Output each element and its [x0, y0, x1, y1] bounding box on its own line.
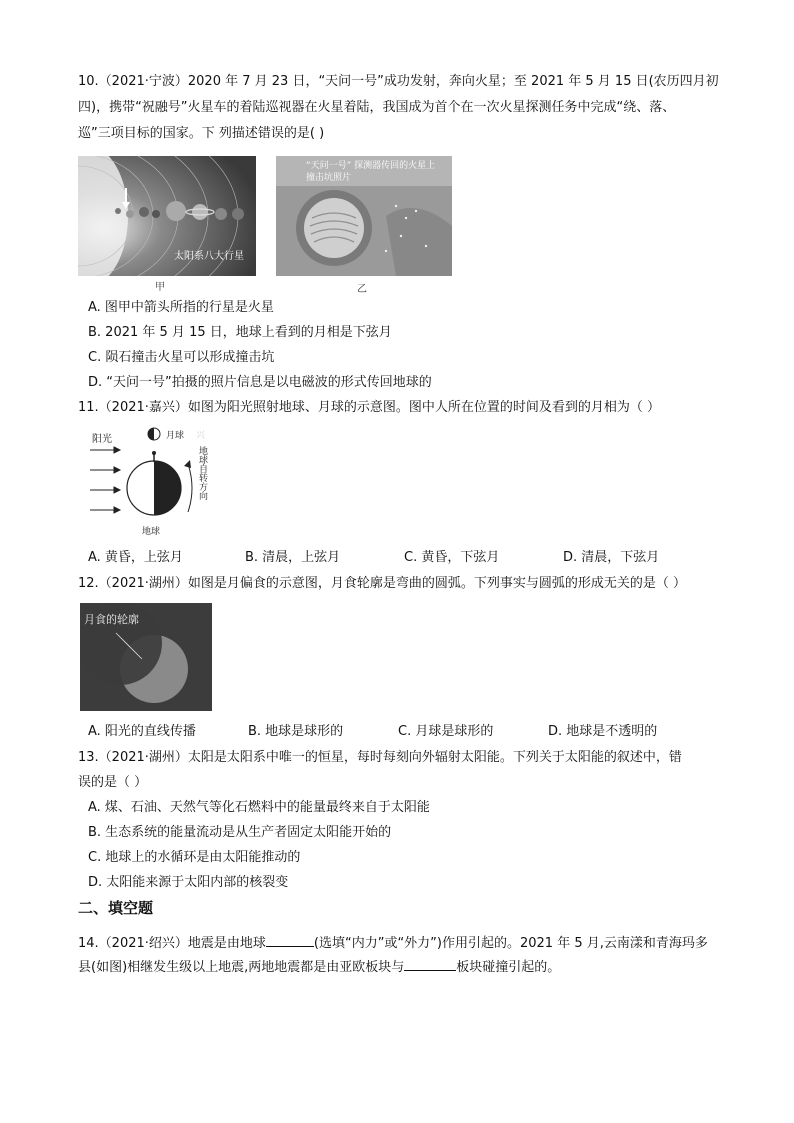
q12-option-c: C. 月球是球形的 [398, 724, 494, 739]
q12-stem: 12.（2021·湖州）如图是月偏食的示意图，月食轮廓是弯曲的圆弧。下列事实与圆弧的形成无关的是（ ） [78, 576, 687, 591]
q11-option-c: C. 黄昏，下弦月 [404, 550, 500, 565]
solar-system-label: 太阳系八大行星 [174, 251, 244, 262]
q14-blank-2[interactable] [404, 958, 456, 971]
q10-stem-line2: 四)，携带“祝融号”火星车的着陆巡视器在火星着陆，我国成为首个在一次火星探测任务中完成“绕、落、 [78, 100, 676, 115]
q12-option-d: D. 地球是不透明的 [548, 724, 658, 739]
q13-option-c: C. 地球上的水循环是由太阳能推动的 [88, 850, 301, 865]
q14-text-part4: 板块碰撞引起的。 [456, 960, 561, 975]
sun-earth-moon-diagram [78, 424, 218, 542]
earth-label: 地球 [142, 527, 161, 537]
q14-blank-1[interactable] [266, 934, 314, 947]
q10-option-d: D. “天问一号”拍摄的照片信息是以电磁波的形式传回地球的 [88, 375, 432, 390]
q14-text-part2: (选填“内力”或“外力”)作用引起的。2021 年 5 月,云南漾和青海玛多 [313, 936, 708, 951]
crater-label-line2: 撞击坑照片 [306, 173, 352, 183]
q11-stem: 11.（2021·嘉兴）如图为阳光照射地球、月球的示意图。图中人所在位置的时间及看到的月相为（ ） [78, 400, 661, 415]
q14-text-part1: 14.（2021·绍兴）地震是由地球 [78, 936, 266, 951]
sunlight-label: 阳光 [92, 434, 112, 445]
q13-option-d: D. 太阳能来源于太阳内部的核裂变 [88, 875, 289, 890]
mars-crater-image [276, 156, 452, 276]
moon-label: 月球 [166, 431, 185, 441]
q11-option-d: D. 清晨，下弦月 [563, 550, 660, 565]
watermark: 兴 [196, 431, 206, 441]
q11-option-b: B. 清晨，上弦月 [245, 550, 341, 565]
q14-text-part3: 县(如图)相继发生级以上地震,两地地震都是由亚欧板块与 [78, 960, 405, 975]
q13-option-a: A. 煤、石油、天然气等化石燃料中的能量最终来自于太阳能 [88, 800, 430, 815]
crater-label-line1: “天问一号” 探测器传回的火星上 [306, 161, 436, 171]
q11-option-a: A. 黄昏，上弦月 [88, 550, 183, 565]
q13-stem-line1: 13.（2021·湖州）太阳是太阳系中唯一的恒星，每时每刻向外辐射太阳能。下列关于太阳能的叙述中，错 [78, 750, 682, 765]
solar-system-image [78, 156, 256, 276]
figure-caption-yi: 乙 [357, 284, 367, 295]
q14-line2 [78, 958, 728, 978]
q12-option-b: B. 地球是球形的 [248, 724, 344, 739]
rotation-label: 地球自转方向 [197, 446, 207, 500]
q14-line1 [78, 934, 728, 954]
q10-option-c: C. 陨石撞击火星可以形成撞击坑 [88, 350, 275, 365]
q13-stem-line2: 误的是（ ） [78, 775, 148, 790]
q10-stem-line1: 10.（2021·宁波）2020 年 7 月 23 日，“天问一号”成功发射，奔向火星；至 2021 年 5 月 15 日(农历四月初 [78, 74, 719, 89]
lunar-eclipse-image [80, 603, 212, 711]
q10-option-a: A. 图甲中箭头所指的行星是火星 [88, 300, 274, 315]
figure-caption-jia: 甲 [155, 282, 165, 293]
q13-option-b: B. 生态系统的能量流动是从生产者固定太阳能开始的 [88, 825, 392, 840]
q10-option-b: B. 2021 年 5 月 15 日，地球上看到的月相是下弦月 [88, 325, 392, 340]
section-title: 二、填空题 [78, 899, 154, 917]
eclipse-outline-label: 月食的轮廓 [84, 613, 139, 626]
q10-stem-line3: 巡”三项目标的国家。下 列描述错误的是( ) [78, 126, 325, 141]
q12-option-a: A. 阳光的直线传播 [88, 724, 196, 739]
